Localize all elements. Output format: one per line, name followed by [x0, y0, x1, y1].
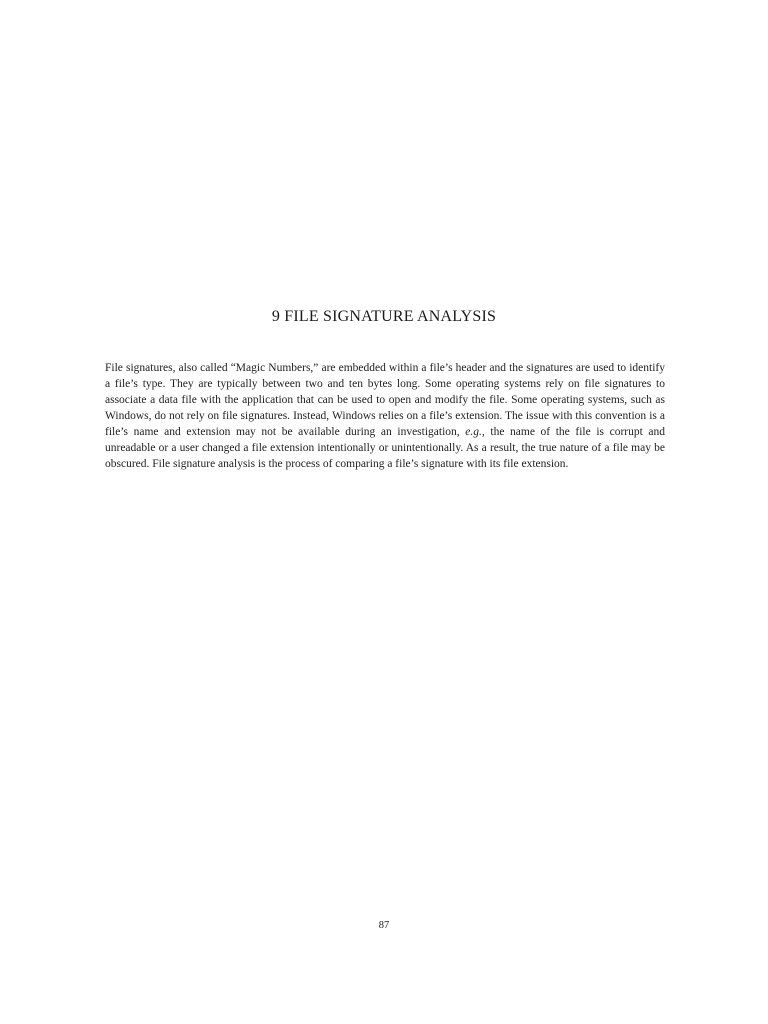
- body-paragraph: [105, 360, 665, 472]
- chapter-title: 9 FILE SIGNATURE ANALYSIS: [271, 308, 497, 325]
- page-number: 87: [378, 920, 390, 931]
- paragraph-emphasis: e.g.: [465, 426, 482, 438]
- paragraph-text-part-2: , the name of the file is corrupt and unreadable or a user changed a file extension intentionally or unintentionally. As a result, the true nature of a file may be obscured. File signature analysis is the process of comparing a file’s signature with its file extension.: [105, 426, 666, 470]
- paragraph-text-part-1: File signatures, also called “Magic Numbers,” are embedded within a file’s header and the signatures are used to identify a file’s type. They are typically between two and ten bytes long. Some operating systems rely on file signatures to associate a data file with the application that can be used to open and modify the file. Some operating systems, such as Windows, do not rely on file signatures. Instead, Windows relies on a file’s extension. The issue with this convention is a file’s name and extension may not be available during an investigation,: [105, 362, 665, 438]
